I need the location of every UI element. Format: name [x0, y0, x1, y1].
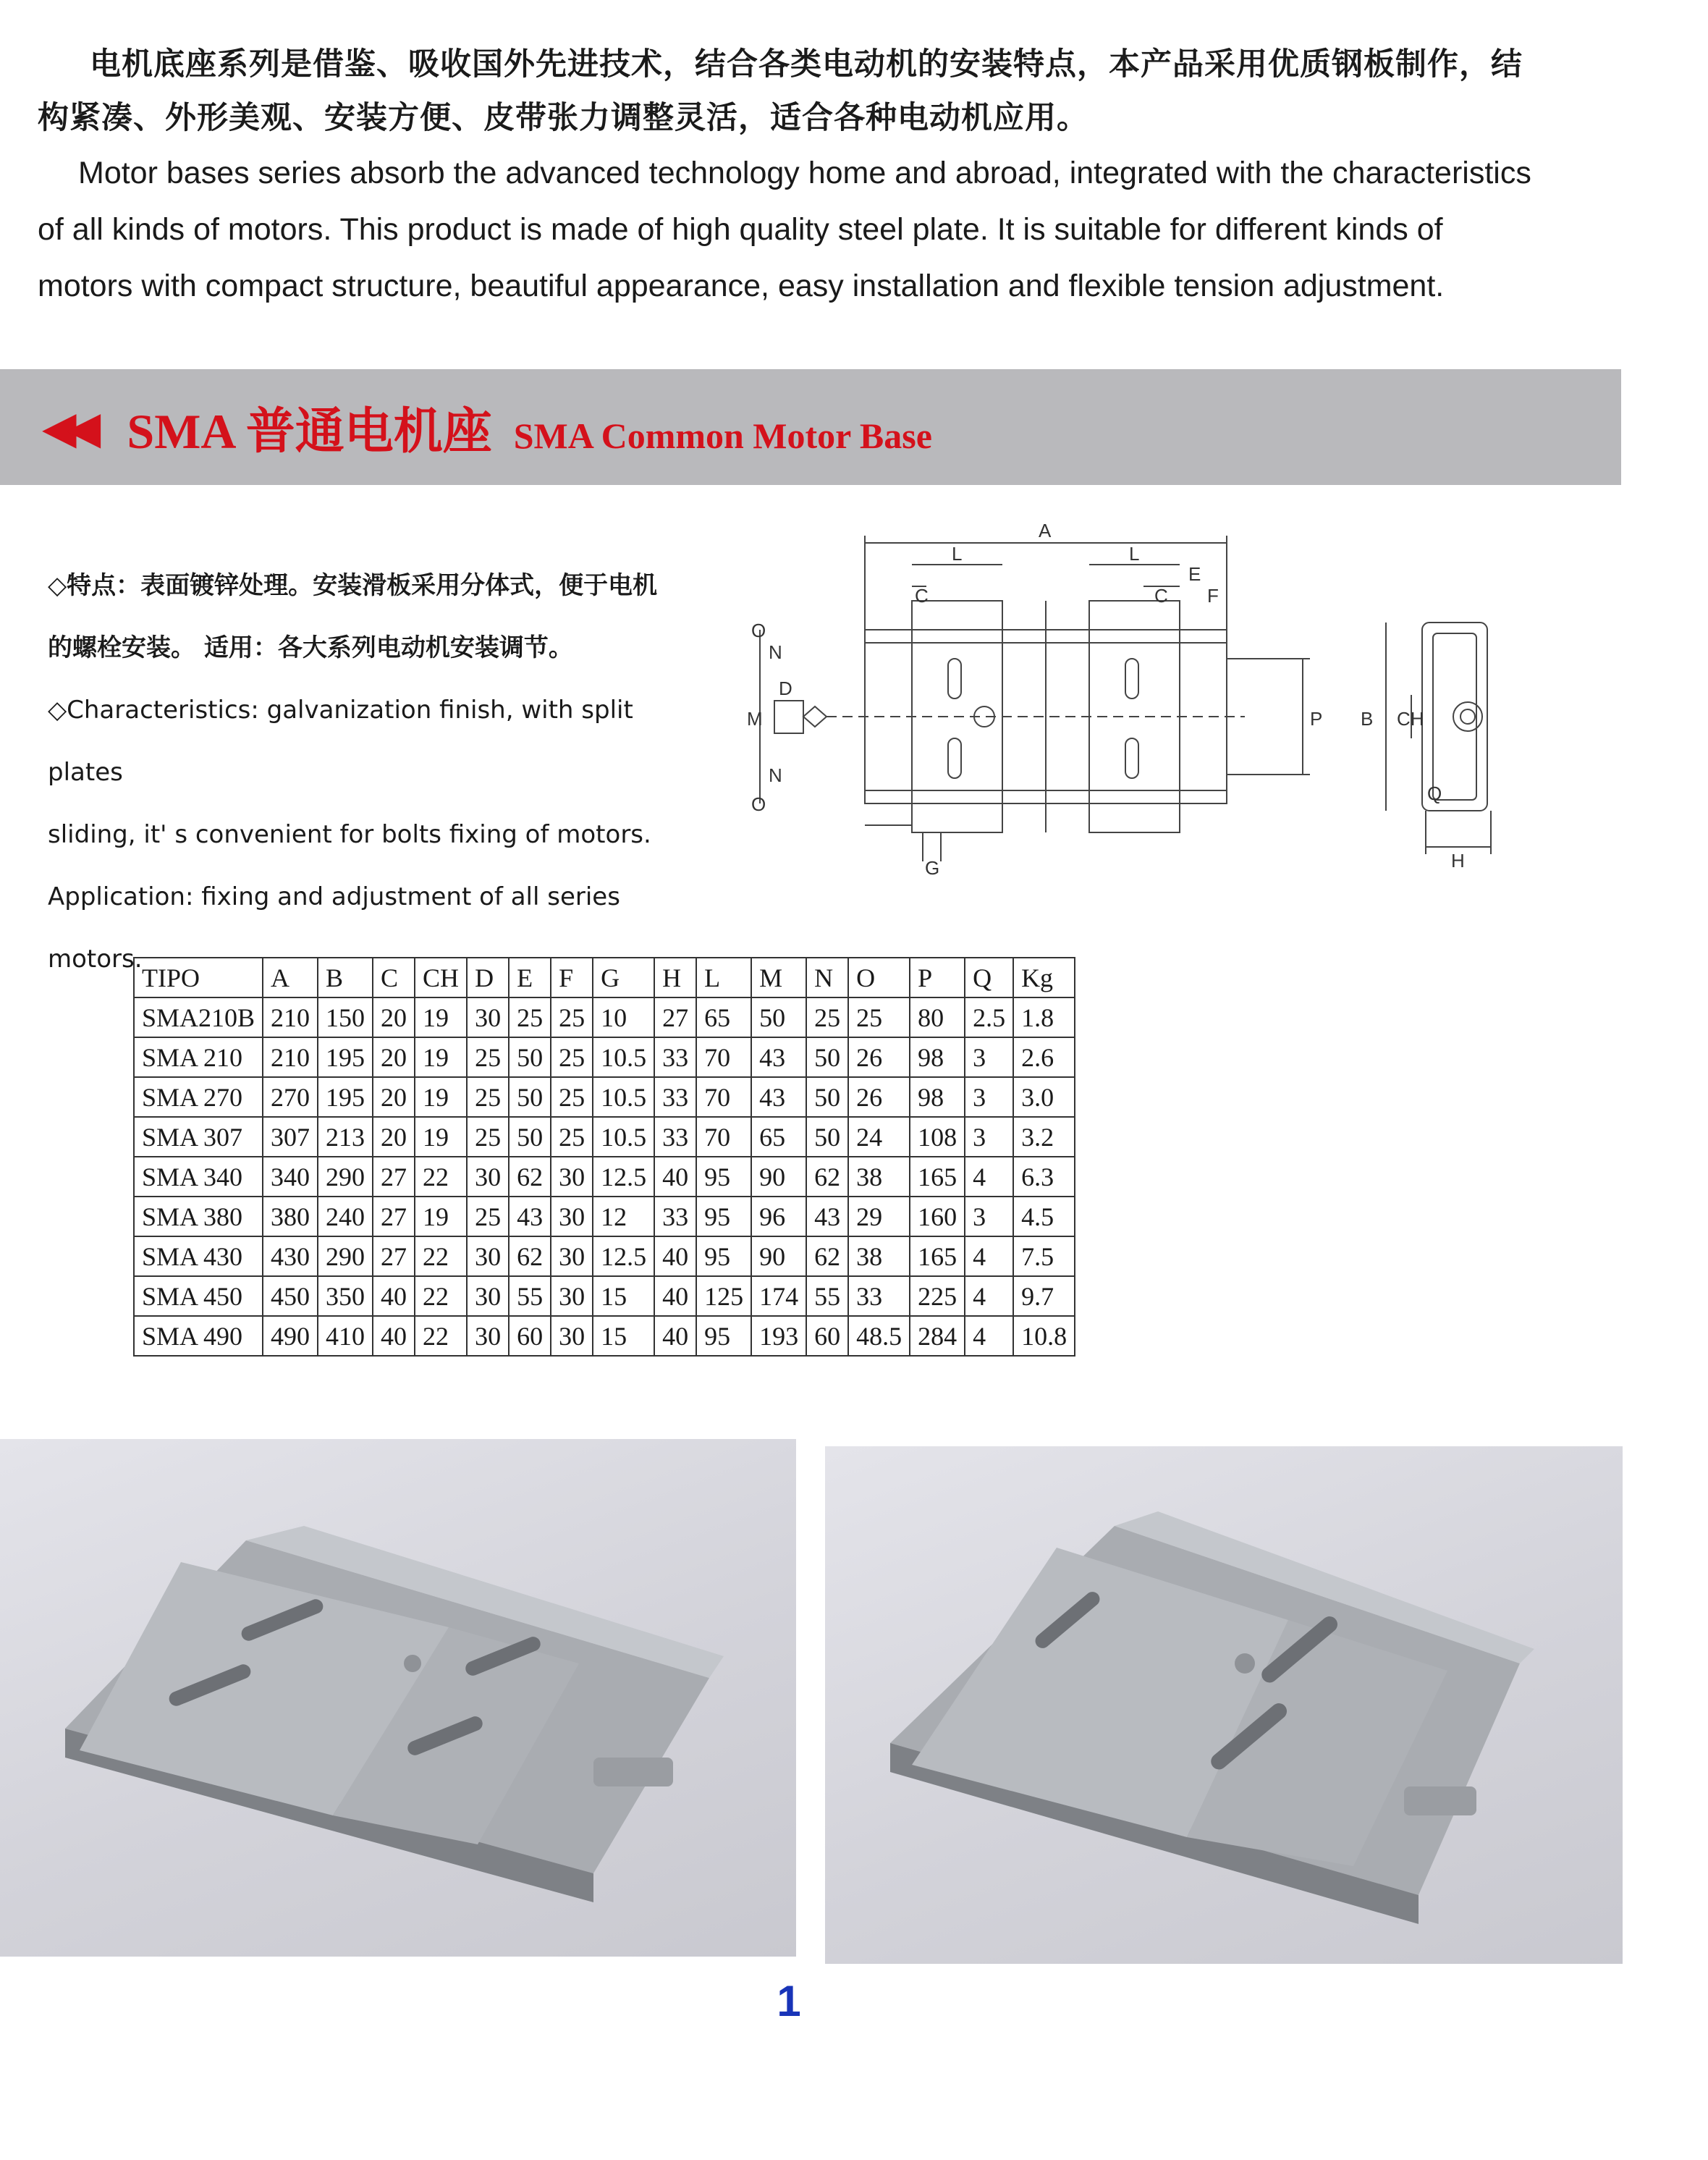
table-cell: 27 [373, 1236, 415, 1276]
table-cell: 24 [848, 1117, 910, 1157]
dim-label-b: B [1361, 708, 1374, 730]
table-cell: 10.5 [593, 1117, 654, 1157]
table-cell: 55 [509, 1276, 551, 1316]
table-cell: 165 [910, 1236, 965, 1276]
table-cell: 33 [654, 1037, 696, 1077]
table-cell: 95 [696, 1316, 751, 1356]
table-cell: 50 [806, 1037, 848, 1077]
page-number: 1 [777, 1977, 801, 2025]
table-cell: 165 [910, 1157, 965, 1197]
table-cell: 55 [806, 1276, 848, 1316]
table-header-cell: Kg [1013, 958, 1075, 997]
table-cell-model: SMA 307 [134, 1117, 263, 1157]
table-cell: 50 [509, 1117, 551, 1157]
table-cell: 430 [263, 1236, 318, 1276]
dim-label-d: D [779, 678, 792, 699]
table-cell: 10 [593, 997, 654, 1037]
table-cell: 225 [910, 1276, 965, 1316]
table-cell: 33 [654, 1117, 696, 1157]
table-cell: 65 [696, 997, 751, 1037]
table-cell: 62 [806, 1157, 848, 1197]
table-cell: 43 [509, 1197, 551, 1236]
table-cell: 90 [751, 1236, 806, 1276]
table-cell: 95 [696, 1236, 751, 1276]
table-cell: 25 [467, 1117, 509, 1157]
table-cell: 40 [373, 1276, 415, 1316]
table-cell: 62 [509, 1236, 551, 1276]
dim-label-f: F [1207, 585, 1219, 607]
table-body [134, 997, 1075, 1356]
intro-en-text: Motor bases series absorb the advanced technology home and abroad, integrated with the characteristics of all kinds of motors. This product is made of high quality steel plate. It is suitable for different kinds of motors with compact structure, beautiful appearance, easy installation and flexible tension adjustment. [38, 156, 1531, 303]
table-cell: 9.7 [1013, 1276, 1075, 1316]
table-cell: 4 [965, 1236, 1013, 1276]
table-cell: 62 [806, 1236, 848, 1276]
table-cell: 193 [751, 1316, 806, 1356]
table-cell: 30 [551, 1197, 593, 1236]
table-row [134, 1276, 1075, 1316]
dim-label-n-top: N [769, 641, 782, 663]
table-cell: 50 [806, 1117, 848, 1157]
table-cell: 284 [910, 1316, 965, 1356]
table-cell: 4.5 [1013, 1197, 1075, 1236]
section-title [127, 392, 932, 463]
table-cell: 12.5 [593, 1236, 654, 1276]
table-cell: 20 [373, 1117, 415, 1157]
dim-label-ch: CH [1397, 708, 1424, 730]
dim-label-e: E [1188, 563, 1201, 585]
double-arrow-left-icon: ◀◀ [42, 400, 91, 454]
table-cell: 20 [373, 1037, 415, 1077]
table-header-cell: E [509, 958, 551, 997]
table-cell: 70 [696, 1077, 751, 1117]
table-cell: 25 [509, 997, 551, 1037]
table-cell: 1.8 [1013, 997, 1075, 1037]
table-cell-model: SMA 210 [134, 1037, 263, 1077]
table-cell: 150 [318, 997, 373, 1037]
table-cell: 6.3 [1013, 1157, 1075, 1197]
table-cell-model: SMA 340 [134, 1157, 263, 1197]
table-cell: 3 [965, 1117, 1013, 1157]
table-cell: 40 [654, 1276, 696, 1316]
table-cell: 3 [965, 1197, 1013, 1236]
table-cell: 40 [373, 1316, 415, 1356]
table-cell: 2.5 [965, 997, 1013, 1037]
table-cell: 108 [910, 1117, 965, 1157]
table-cell: 340 [263, 1157, 318, 1197]
dim-label-q: Q [1427, 782, 1442, 804]
table-cell: 43 [751, 1037, 806, 1077]
table-header-cell: D [467, 958, 509, 997]
table-cell: 410 [318, 1316, 373, 1356]
table-cell: 20 [373, 1077, 415, 1117]
features-block [48, 554, 714, 990]
table-cell: 33 [654, 1197, 696, 1236]
dim-label-c-left: C [915, 585, 929, 607]
table-cell: 3.0 [1013, 1077, 1075, 1117]
table-cell: 50 [806, 1077, 848, 1117]
table-cell: 15 [593, 1276, 654, 1316]
table-cell: 174 [751, 1276, 806, 1316]
table-cell: 210 [263, 1037, 318, 1077]
dim-label-o-top: O [751, 620, 766, 641]
features-zh-line-2: 的螺栓安装。 适用：各大系列电动机安装调节。 [48, 633, 573, 662]
table-cell: 25 [551, 997, 593, 1037]
dim-label-g: G [925, 857, 940, 879]
table-cell-model: SMA 430 [134, 1236, 263, 1276]
table-cell: 98 [910, 1077, 965, 1117]
table-cell: 38 [848, 1157, 910, 1197]
table-cell: 12.5 [593, 1157, 654, 1197]
product-photo-left [0, 1439, 796, 1957]
table-cell: 12 [593, 1197, 654, 1236]
table-cell-model: SMA 380 [134, 1197, 263, 1236]
table-cell: 30 [551, 1157, 593, 1197]
table-cell: 25 [467, 1197, 509, 1236]
table-cell: 20 [373, 997, 415, 1037]
table-cell: 80 [910, 997, 965, 1037]
table-header-cell: A [263, 958, 318, 997]
table-cell: 26 [848, 1037, 910, 1077]
table-cell: 22 [415, 1236, 467, 1276]
intro-zh-text: 电机底座系列是借鉴、吸收国外先进技术，结合各类电动机的安装特点，本产品采用优质钢板制作，结构紧凑、外形美观、安装方便、皮带张力调整灵活，适合各种电动机应用。 [38, 46, 1523, 136]
table-cell: 290 [318, 1236, 373, 1276]
table-header-cell: Q [965, 958, 1013, 997]
table-cell: 30 [467, 1236, 509, 1276]
dim-label-h: H [1451, 850, 1465, 872]
table-cell: 19 [415, 997, 467, 1037]
table-cell: 70 [696, 1117, 751, 1157]
table-cell: 50 [509, 1037, 551, 1077]
features-zh-line-1: ◇特点：表面镀锌处理。安装滑板采用分体式，便于电机 [48, 571, 658, 600]
table-cell: 19 [415, 1117, 467, 1157]
table-cell-model: SMA 270 [134, 1077, 263, 1117]
dim-label-m: M [747, 708, 763, 730]
table-cell: 4 [965, 1316, 1013, 1356]
table-cell: 25 [551, 1077, 593, 1117]
table-header-cell: F [551, 958, 593, 997]
table-cell: 33 [654, 1077, 696, 1117]
table-cell: 40 [654, 1316, 696, 1356]
intro-section [38, 38, 1543, 314]
table-cell: 25 [806, 997, 848, 1037]
table-cell: 19 [415, 1077, 467, 1117]
table-cell: 43 [806, 1197, 848, 1236]
table-cell: 25 [848, 997, 910, 1037]
table-cell: 38 [848, 1236, 910, 1276]
section-title-zh: SMA 普通电机座 [127, 403, 492, 459]
table-header-cell: L [696, 958, 751, 997]
dim-label-a: A [1039, 521, 1052, 541]
table-cell: 195 [318, 1037, 373, 1077]
table-cell: 65 [751, 1117, 806, 1157]
table-cell: 50 [751, 997, 806, 1037]
table-cell: 210 [263, 997, 318, 1037]
table-cell-model: SMA210B [134, 997, 263, 1037]
table-cell: 95 [696, 1157, 751, 1197]
table-row [134, 1117, 1075, 1157]
section-title-en: SMA Common Motor Base [513, 415, 932, 456]
table-row [134, 1037, 1075, 1077]
table-cell: 15 [593, 1316, 654, 1356]
table-row [134, 1197, 1075, 1236]
table-header-row [134, 958, 1075, 997]
features-en-line-1: ◇Characteristics: galvanization finish, with split plates [48, 696, 633, 787]
dimension-drawing-svg [738, 521, 1549, 905]
table-cell: 29 [848, 1197, 910, 1236]
table-cell: 195 [318, 1077, 373, 1117]
table-header-cell: N [806, 958, 848, 997]
table-header-cell: B [318, 958, 373, 997]
table-cell: 40 [654, 1157, 696, 1197]
table-cell: 19 [415, 1197, 467, 1236]
table-cell: 25 [467, 1077, 509, 1117]
table-cell-model: SMA 490 [134, 1316, 263, 1356]
table-row [134, 1077, 1075, 1117]
table-cell: 270 [263, 1077, 318, 1117]
table-cell: 4 [965, 1157, 1013, 1197]
table-cell: 26 [848, 1077, 910, 1117]
table-cell: 33 [848, 1276, 910, 1316]
table-header-cell: H [654, 958, 696, 997]
dim-label-l-right: L [1129, 543, 1140, 565]
table-cell: 27 [373, 1197, 415, 1236]
table-header-cell: CH [415, 958, 467, 997]
table-cell: 4 [965, 1276, 1013, 1316]
table-cell: 30 [467, 1157, 509, 1197]
table-cell: 96 [751, 1197, 806, 1236]
table-cell: 25 [467, 1037, 509, 1077]
table-cell: 213 [318, 1117, 373, 1157]
table-cell: 90 [751, 1157, 806, 1197]
table-cell: 50 [509, 1077, 551, 1117]
table-cell: 160 [910, 1197, 965, 1236]
product-photo-right [825, 1446, 1623, 1964]
table-row [134, 1316, 1075, 1356]
section-banner [0, 369, 1621, 485]
table-cell: 3.2 [1013, 1117, 1075, 1157]
table-cell: 22 [415, 1157, 467, 1197]
table-cell: 19 [415, 1037, 467, 1077]
table-cell: 30 [467, 1276, 509, 1316]
table-cell: 2.6 [1013, 1037, 1075, 1077]
table-cell: 60 [806, 1316, 848, 1356]
features-en-line-2: sliding, it' s convenient for bolts fixing of motors. [48, 820, 651, 849]
table-cell: 10.5 [593, 1077, 654, 1117]
table-cell: 70 [696, 1037, 751, 1077]
features-en-line-3: Application: fixing and adjustment of all series motors. [48, 882, 620, 974]
table-cell: 30 [467, 997, 509, 1037]
table-cell: 25 [551, 1117, 593, 1157]
table-cell: 380 [263, 1197, 318, 1236]
dim-label-c-right: C [1154, 585, 1168, 607]
dim-label-o-bottom: O [751, 793, 766, 815]
table-header-cell: P [910, 958, 965, 997]
table-cell: 125 [696, 1276, 751, 1316]
table-cell: 30 [551, 1276, 593, 1316]
table-header-cell: C [373, 958, 415, 997]
table-row [134, 997, 1075, 1037]
table-row [134, 1236, 1075, 1276]
table-cell: 40 [654, 1236, 696, 1276]
table-cell: 3 [965, 1037, 1013, 1077]
table-header-cell: G [593, 958, 654, 997]
dimension-drawing [738, 521, 1549, 905]
table-row [134, 1157, 1075, 1197]
table-cell: 30 [551, 1236, 593, 1276]
table-header-cell: TIPO [134, 958, 263, 997]
table-cell: 490 [263, 1316, 318, 1356]
spec-table [133, 957, 1075, 1357]
table-cell: 350 [318, 1276, 373, 1316]
table-cell: 48.5 [848, 1316, 910, 1356]
table-cell: 43 [751, 1077, 806, 1117]
table-cell: 10.8 [1013, 1316, 1075, 1356]
table-header-cell: M [751, 958, 806, 997]
table-cell: 25 [551, 1037, 593, 1077]
table-cell: 450 [263, 1276, 318, 1316]
table-cell-model: SMA 450 [134, 1276, 263, 1316]
table-cell: 60 [509, 1316, 551, 1356]
table-cell: 22 [415, 1276, 467, 1316]
table-cell: 30 [551, 1316, 593, 1356]
table-cell: 7.5 [1013, 1236, 1075, 1276]
table-cell: 95 [696, 1197, 751, 1236]
table-cell: 307 [263, 1117, 318, 1157]
table-cell: 290 [318, 1157, 373, 1197]
table-cell: 240 [318, 1197, 373, 1236]
table-cell: 98 [910, 1037, 965, 1077]
dim-label-p: P [1310, 708, 1323, 730]
table-cell: 30 [467, 1316, 509, 1356]
table-cell: 3 [965, 1077, 1013, 1117]
motor-base-photo-right [825, 1446, 1623, 1964]
motor-base-photo-left [0, 1439, 796, 1957]
table-cell: 62 [509, 1157, 551, 1197]
table-cell: 27 [654, 997, 696, 1037]
dim-label-l-left: L [952, 543, 963, 565]
table-cell: 10.5 [593, 1037, 654, 1077]
table-header-cell: O [848, 958, 910, 997]
dim-label-n-bottom: N [769, 764, 782, 786]
table-cell: 27 [373, 1157, 415, 1197]
table-cell: 22 [415, 1316, 467, 1356]
